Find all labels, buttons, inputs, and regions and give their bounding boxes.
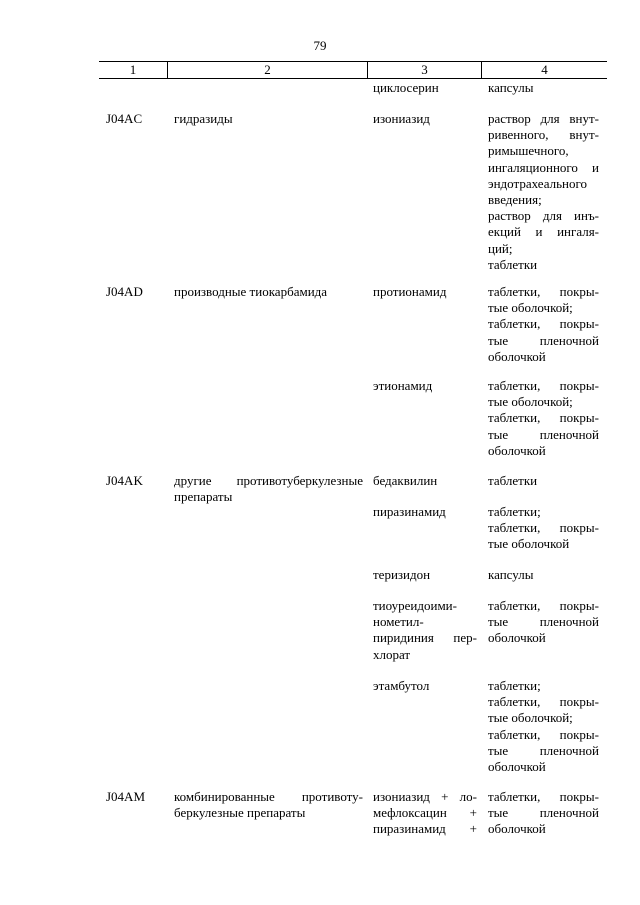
drug-name: этионамид [373,378,433,393]
dosage-line: тые пленочной [488,614,599,630]
dosage-line: оболочкой [488,442,546,458]
dosage-form [488,284,599,365]
drug-line: пиразинамид + [373,821,477,837]
group-line: беркулезные препараты [174,805,306,821]
drug-name: этамбутол [373,678,430,693]
dosage-form [488,378,599,459]
dosage-form [488,598,599,647]
atc-group [174,789,363,821]
dosage-line: тые оболочкой; [488,710,573,726]
header-col-2: 2 [264,62,271,77]
drug-name: теризидон [373,567,431,582]
dosage-line: раствор для инъ- [488,208,599,224]
table-header [99,61,607,79]
dosage-line: таблетки, покры- [488,378,599,393]
dosage-line: таблетки; [488,504,541,519]
dosage-line: тые пленочной [488,805,599,821]
dosage-form [488,111,599,273]
page-number: 79 [313,38,327,53]
atc-code: J04AC [106,111,143,126]
dosage-line: таблетки [488,256,538,272]
drug-name [373,598,477,663]
dosage-line: екций и ингаля- [488,224,599,240]
dosage-form: таблетки [488,473,538,488]
dosage-line: тые пленочной [488,742,599,758]
dosage-line: тые пленочной [488,426,599,442]
atc-group: гидразиды [174,111,233,126]
dosage-line: оболочкой [488,759,546,775]
dosage-line: таблетки, покры- [488,726,599,742]
atc-group [174,473,363,505]
dosage-line: эндотрахеального [488,175,587,191]
dosage-line: таблетки, покры- [488,598,599,613]
dosage-line: ривенного, внут- [488,127,599,143]
atc-code: J04AD [106,284,143,299]
atc-code: J04AK [106,473,143,488]
atc-group: производные тиокарбамида [174,284,328,299]
drug-name: пиразинамид [373,504,446,519]
dosage-line: тые оболочкой [488,536,570,552]
drug-name [373,789,477,838]
dosage-line: оболочкой [488,821,546,837]
dosage-line: римышечного, [488,143,569,159]
dosage-form: капсулы [488,567,534,582]
dosage-form [488,504,599,553]
drug-name: циклосерин [373,80,439,95]
dosage-line: оболочкой [488,348,546,364]
dosage-line: таблетки, покры- [488,694,599,710]
header-col-3: 3 [421,62,428,77]
dosage-line: таблетки, покры- [488,284,599,299]
dosage-line: тые оболочкой; [488,300,573,316]
drug-name: изониазид [373,111,430,126]
dosage-line: таблетки, покры- [488,789,599,804]
drug-name: протионамид [373,284,447,299]
drug-line: нометил- [373,614,424,630]
drug-line: пиридиния пер- [373,630,477,646]
dosage-line: раствор для внут- [488,111,599,126]
dosage-line: ингаляционного и [488,159,599,175]
dosage-line: введения; [488,192,542,208]
group-line: комбинированные противоту- [174,789,363,804]
group-line: препараты [174,489,233,505]
drug-name: бедаквилин [373,473,438,488]
dosage-line: ций; [488,240,513,256]
drug-line: хлорат [373,646,411,662]
dosage-line: тые оболочкой; [488,394,573,410]
dosage-form: капсулы [488,80,534,95]
header-col-1: 1 [129,62,137,77]
dosage-line: тые пленочной [488,332,599,348]
dosage-line: таблетки, покры- [488,410,599,426]
dosage-line: таблетки, покры- [488,316,599,332]
drug-line: изониазид + ло- [373,789,477,804]
dosage-line: таблетки; [488,678,541,693]
dosage-form [488,789,599,838]
group-line: другие противотуберкулезные [174,473,363,488]
atc-code: J04AM [106,789,146,804]
drug-line: тиоуреидоими- [373,598,457,613]
dosage-form [488,678,599,775]
dosage-line: оболочкой [488,630,546,646]
dosage-line: таблетки, покры- [488,520,599,536]
header-col-4: 4 [541,62,548,77]
drug-line: мефлоксацин + [373,805,477,821]
